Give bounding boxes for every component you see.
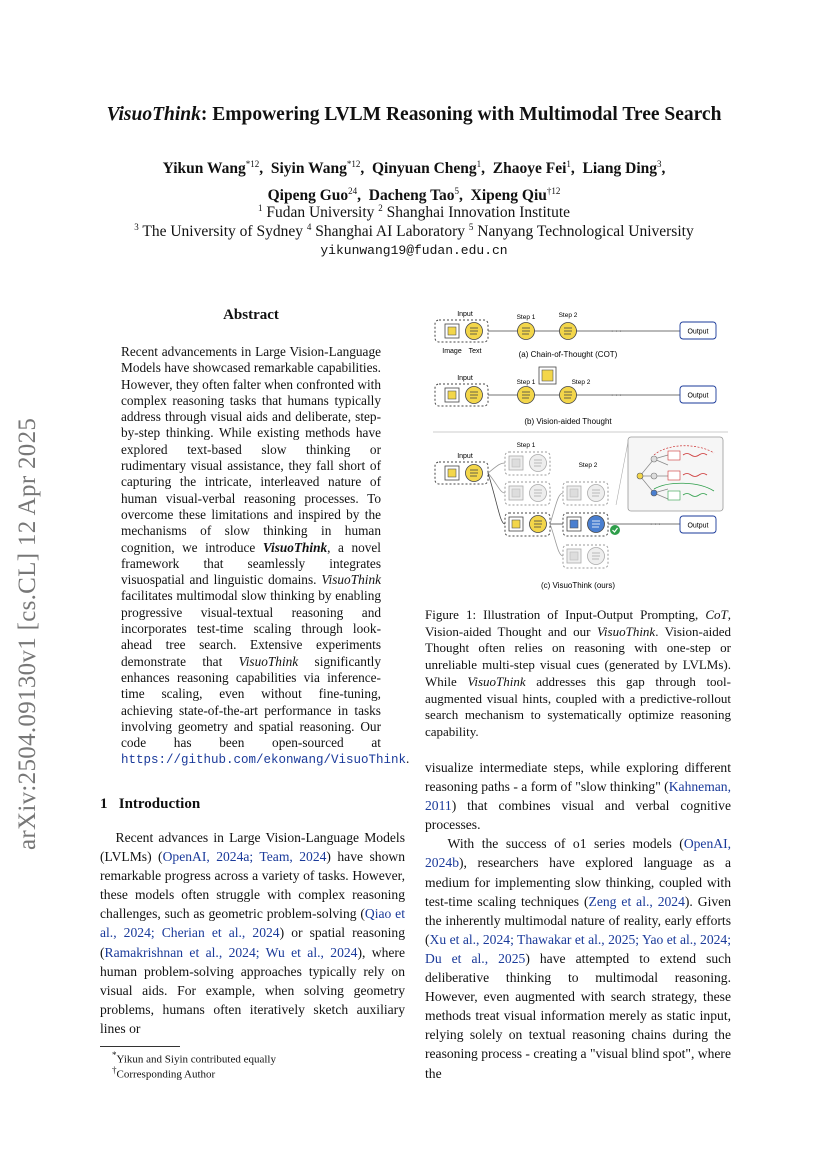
author-list: [100, 153, 728, 207]
fig-image-label: Image: [442, 348, 462, 355]
svg-text:Step 2: Step 2: [558, 312, 578, 319]
title-rest: : Empowering LVLM Reasoning with Multimodal Tree Search: [200, 104, 722, 125]
output-label: Output: [687, 328, 709, 336]
svg-text:Output: Output: [687, 392, 709, 400]
citation-link[interactable]: Qiao et al., 2024; Cherian et al., 2024: [100, 906, 405, 941]
svg-text:Input: Input: [457, 375, 473, 382]
paper-title: [0, 104, 828, 126]
citation-link[interactable]: OpenAI, 2024b: [425, 836, 731, 871]
affiliation-line-1: $^1$ Fudan University $^2$ Shanghai Innovation Institute: [257, 203, 571, 222]
svg-text:Step 2: Step 2: [571, 379, 591, 386]
svg-text:Step 2: Step 2: [578, 462, 598, 469]
footnote-1: *Yikun and Siyin contributed equally: [112, 1050, 276, 1066]
citation-link[interactable]: OpenAI, 2024a; Team, 2024: [162, 849, 327, 865]
step-node-icon: [560, 323, 577, 340]
image-input-icon: [445, 324, 459, 338]
fig-input-label: Input: [457, 311, 473, 318]
svg-text:Output: Output: [687, 522, 709, 530]
abstract-heading: Abstract: [223, 307, 279, 323]
code-url-link[interactable]: https://github.com/ekonwang/VisuoThink: [121, 753, 407, 768]
citation-link[interactable]: Xu et al., 2024; Thawakar et al., 2025; Yao et al., 2024; Du et al., 2025: [425, 931, 731, 966]
text-input-icon: [466, 323, 483, 340]
citation-link[interactable]: Zeng et al., 2024: [588, 893, 685, 909]
fig-caption-a: (a) Chain-of-Thought (COT): [518, 350, 618, 359]
footnote-2: †Corresponding Author: [112, 1065, 216, 1081]
intro-right-paragraphs: visualize intermediate steps, while exploring different reasoning paths - a form of "slow thinking" (Kahneman, 2011) that combines visual and verbal cognitive processes. With the success of o1 series models (OpenAI, 2024b), researchers have explored language as a medium for implementing slow thinking, coupled with test-time scaling techniques (Zeng et al., 2024). Given the inherently multimodal nature of reality, early efforts (Xu et al., 2024; Thawakar et al., 2025; Yao et al., 2024; Du et al., 2025) have attempted to extend such deliberative thinking to multimodal reasoning. However, even augmented with search strategy, these methods treat visual information merely as static input, relying solely on textual reasoning chains during the reasoning process - creating a "visual blind spot", where the: [425, 760, 731, 1081]
fig-text-label: Text: [468, 348, 482, 355]
intro-left-paragraph: Recent advances in Large Vision-Language Models (LVLMs) (OpenAI, 2024a; Team, 2024) have shown remarkable progress across a variety of tasks. However, these models often struggle with complex reasoning challenges, such as geometric problem-solving (Qiao et al., 2024; Cherian et al., 2024) or spatial reasoning (Ramakrishnan et al., 2024; Wu et al., 2024), where human problem-solving approaches typically rely on visual aids. For example, when solving geometry problems, humans often iteratively sketch auxiliary lines or: [100, 830, 405, 1036]
step-node-icon: [518, 323, 535, 340]
section-heading: 1 Introduction: [100, 796, 201, 812]
title-italic: VisuoThink: [106, 104, 201, 125]
citation-link[interactable]: Kahneman, 2011: [425, 779, 731, 814]
footnote-rule: [100, 1046, 180, 1047]
fig-caption-b: (b) Vision-aided Thought: [524, 417, 612, 426]
figure-1-caption: Figure 1: Illustration of Input-Output Prompting, CoT, Vision-aided Thought and our VisuoThink. Vision-aided Thought often relies on reasoning with one-step or unreliable multi-step visual cues (generated by LVLMs). While VisuoThink addresses this gap through tool-augmented visual hints, coupled with a predictive-rollout search mechanism to systematically optimize reasoning capability.: [425, 607, 731, 739]
fig-caption-c: (c) VisuoThink (ours): [540, 581, 616, 590]
check-icon: [610, 525, 620, 535]
svg-text:Step 1: Step 1: [516, 379, 536, 386]
svg-text:· · ·: · · ·: [650, 521, 661, 528]
svg-text:· · ·: · · ·: [611, 328, 622, 335]
svg-text:Step 1: Step 1: [516, 442, 536, 449]
author-line-2: Qipeng Guo$^{24}$, Dacheng Tao$^5$, Xipeng Qiu$^{\dagger 12}$: [267, 186, 561, 205]
arxiv-stamp: arXiv:2504.09130v1 [cs.CL] 12 Apr 2025: [14, 417, 41, 850]
author-line-1: Yikun Wang$^{*12}$, Siyin Wang$^{*12}$, Qinyuan Cheng$^1$, Zhaoye Fei$^1$, Liang Ding$^3$,: [162, 159, 666, 178]
contact-email[interactable]: yikunwang19@fudan.edu.cn: [320, 243, 508, 258]
svg-text:· · ·: · · ·: [611, 392, 622, 399]
abstract-body: Recent advancements in Large Vision-Language Models have showcased remarkable capabilities. However, they often falter when confronted with complex reasoning tasks that humans typically address through visual aids and deliberate, step-by-step thinking. While existing methods have explored text-based slow thinking or rudimentary visual assistance, they fall short of capturing the intricate, interleaved nature of human visual-verbal reasoning processes. To overcome these limitations and inspired by the mechanisms of slow thinking in human cognition, we introduce VisuoThink, a novel framework that seamlessly integrates visuospatial and linguistic domains. VisuoThink facilitates multimodal slow thinking by enabling progressive visual-textual reasoning and incorporates test-time scaling through look-ahead tree search. Extensive experiments demonstrate that VisuoThink significantly enhances reasoning capabilities via inference-time scaling, even without fine-tuning, achieving state-of-the-art performance in tasks involving geometry and spatial reasoning. Our code has been open-sourced at https://github.com/ekonwang/VisuoThink.: [121, 344, 410, 768]
affiliation-line-2: $^3$ The University of Sydney $^4$ Shanghai AI Laboratory $^5$ Nanyang Technological University: [134, 222, 694, 241]
figure-1-diagram: [428, 305, 733, 595]
svg-text:Step 1: Step 1: [516, 314, 536, 321]
citation-link[interactable]: Ramakrishnan et al., 2024; Wu et al., 2024: [104, 944, 358, 960]
svg-text:Input: Input: [457, 453, 473, 460]
